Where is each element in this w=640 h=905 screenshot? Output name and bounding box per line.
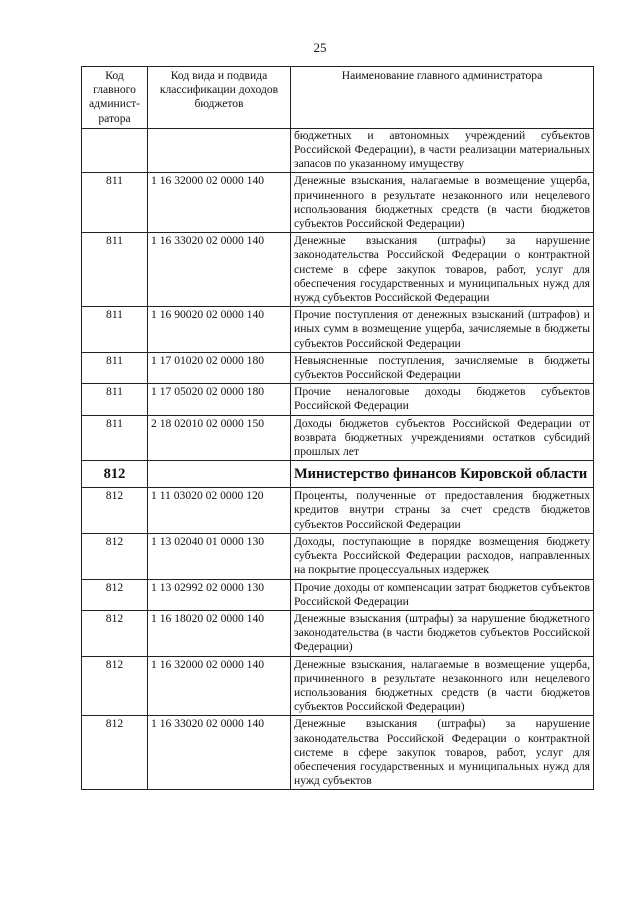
administrator-code-cell: 812 — [82, 461, 148, 488]
classification-code-cell: 1 11 03020 02 0000 120 — [148, 488, 291, 534]
classification-code-cell: 1 17 01020 02 0000 180 — [148, 352, 291, 383]
administrator-name-cell: Денежные взыскания, налагаемые в возмещение ущерба, причиненного в результате незаконного или нецелевого использования бюджетных средств (в части бюджетов субъектов Российской Федерации) — [291, 656, 594, 716]
table-section-row — [82, 461, 594, 488]
administrator-code-cell: 812 — [82, 610, 148, 656]
administrator-name-cell: Денежные взыскания, налагаемые в возмещение ущерба, причиненного в результате незаконного или нецелевого использования бюджетных средств (в части бюджетов субъектов Российской Федерации) — [291, 173, 594, 233]
administrator-name-cell: Прочие неналоговые доходы бюджетов субъектов Российской Федерации — [291, 384, 594, 415]
classification-code-cell: 1 16 33020 02 0000 140 — [148, 716, 291, 790]
administrator-code-cell: 812 — [82, 533, 148, 579]
table-row — [82, 579, 594, 610]
administrator-code-cell: 812 — [82, 656, 148, 716]
administrator-code-cell: 811 — [82, 352, 148, 383]
table-header-row — [82, 67, 594, 129]
administrator-name-cell: Доходы бюджетов субъектов Российской Федерации от возврата бюджетных учреждениями остатков субсидий прошлых лет — [291, 415, 594, 461]
table-row — [82, 384, 594, 415]
administrator-code-cell: 811 — [82, 173, 148, 233]
classification-code-cell: 1 16 32000 02 0000 140 — [148, 173, 291, 233]
administrator-name-cell: Невыясненные поступления, зачисляемые в бюджеты субъектов Российской Федерации — [291, 352, 594, 383]
administrator-name-cell: бюджетных и автономных учреждений субъектов Российской Федерации), в части реализации материальных запасов по указанному имуществу — [291, 128, 594, 173]
revenue-administrators-table — [81, 66, 594, 790]
administrator-name-cell: Денежные взыскания (штрафы) за нарушение бюджетного законодательства (в части бюджетов субъектов Российской Федерации) — [291, 610, 594, 656]
page-number: 25 — [313, 40, 327, 55]
table-row — [82, 128, 594, 173]
classification-code-cell: 1 16 33020 02 0000 140 — [148, 233, 291, 307]
classification-code-cell: 1 17 05020 02 0000 180 — [148, 384, 291, 415]
table-row — [82, 233, 594, 307]
administrator-code-cell: 811 — [82, 384, 148, 415]
administrator-code-cell: 812 — [82, 579, 148, 610]
table-row — [82, 415, 594, 461]
administrator-name-cell: Проценты, полученные от предоставления бюджетных кредитов внутри страны за счет средств бюджетов субъектов Российской Федерации — [291, 488, 594, 534]
administrator-name-cell: Денежные взыскания (штрафы) за нарушение законодательства Российской Федерации о контрактной системе в сфере закупок товаров, работ, услуг для обеспечения государственных и муниципальных нужд для нужд субъектов — [291, 716, 594, 790]
administrator-code-cell: 812 — [82, 716, 148, 790]
administrator-code-cell — [82, 128, 148, 173]
classification-code-cell: 1 16 90020 02 0000 140 — [148, 307, 291, 353]
table-row — [82, 307, 594, 353]
classification-code-cell: 1 16 32000 02 0000 140 — [148, 656, 291, 716]
classification-code-cell — [148, 128, 291, 173]
header-administrator-name: Наименование главного администратора — [291, 67, 594, 129]
administrator-name-cell: Прочие поступления от денежных взысканий (штрафов) и иных сумм в возмещение ущерба, зачисляемые в бюджеты субъектов Российской Федерации — [291, 307, 594, 353]
classification-code-cell: 1 16 18020 02 0000 140 — [148, 610, 291, 656]
administrator-name-cell: Министерство финансов Кировской области — [291, 461, 594, 488]
table-row — [82, 488, 594, 534]
classification-code-cell — [148, 461, 291, 488]
administrator-code-cell: 811 — [82, 233, 148, 307]
administrator-name-cell: Доходы, поступающие в порядке возмещения бюджету субъекта Российской Федерации расходов, направленных на покрытие процессуальных издержек — [291, 533, 594, 579]
table-body — [82, 128, 594, 790]
header-administrator-code: Код главного админист-ратора — [82, 67, 148, 129]
table-row — [82, 533, 594, 579]
classification-code-cell: 1 13 02040 01 0000 130 — [148, 533, 291, 579]
header-revenue-classification-code: Код вида и подвида классификации доходов бюджетов — [148, 67, 291, 129]
administrator-name-cell: Прочие доходы от компенсации затрат бюджетов субъектов Российской Федерации — [291, 579, 594, 610]
table-row — [82, 352, 594, 383]
table-row — [82, 173, 594, 233]
table-row — [82, 716, 594, 790]
administrator-name-cell: Денежные взыскания (штрафы) за нарушение законодательства Российской Федерации о контрактной системе в сфере закупок товаров, работ, услуг для обеспечения государственных и муниципальных нужд для нужд субъектов Российской Федерации — [291, 233, 594, 307]
table-row — [82, 656, 594, 716]
classification-code-cell: 2 18 02010 02 0000 150 — [148, 415, 291, 461]
administrator-code-cell: 811 — [82, 307, 148, 353]
classification-code-cell: 1 13 02992 02 0000 130 — [148, 579, 291, 610]
administrator-code-cell: 811 — [82, 415, 148, 461]
table-row — [82, 610, 594, 656]
administrator-code-cell: 812 — [82, 488, 148, 534]
